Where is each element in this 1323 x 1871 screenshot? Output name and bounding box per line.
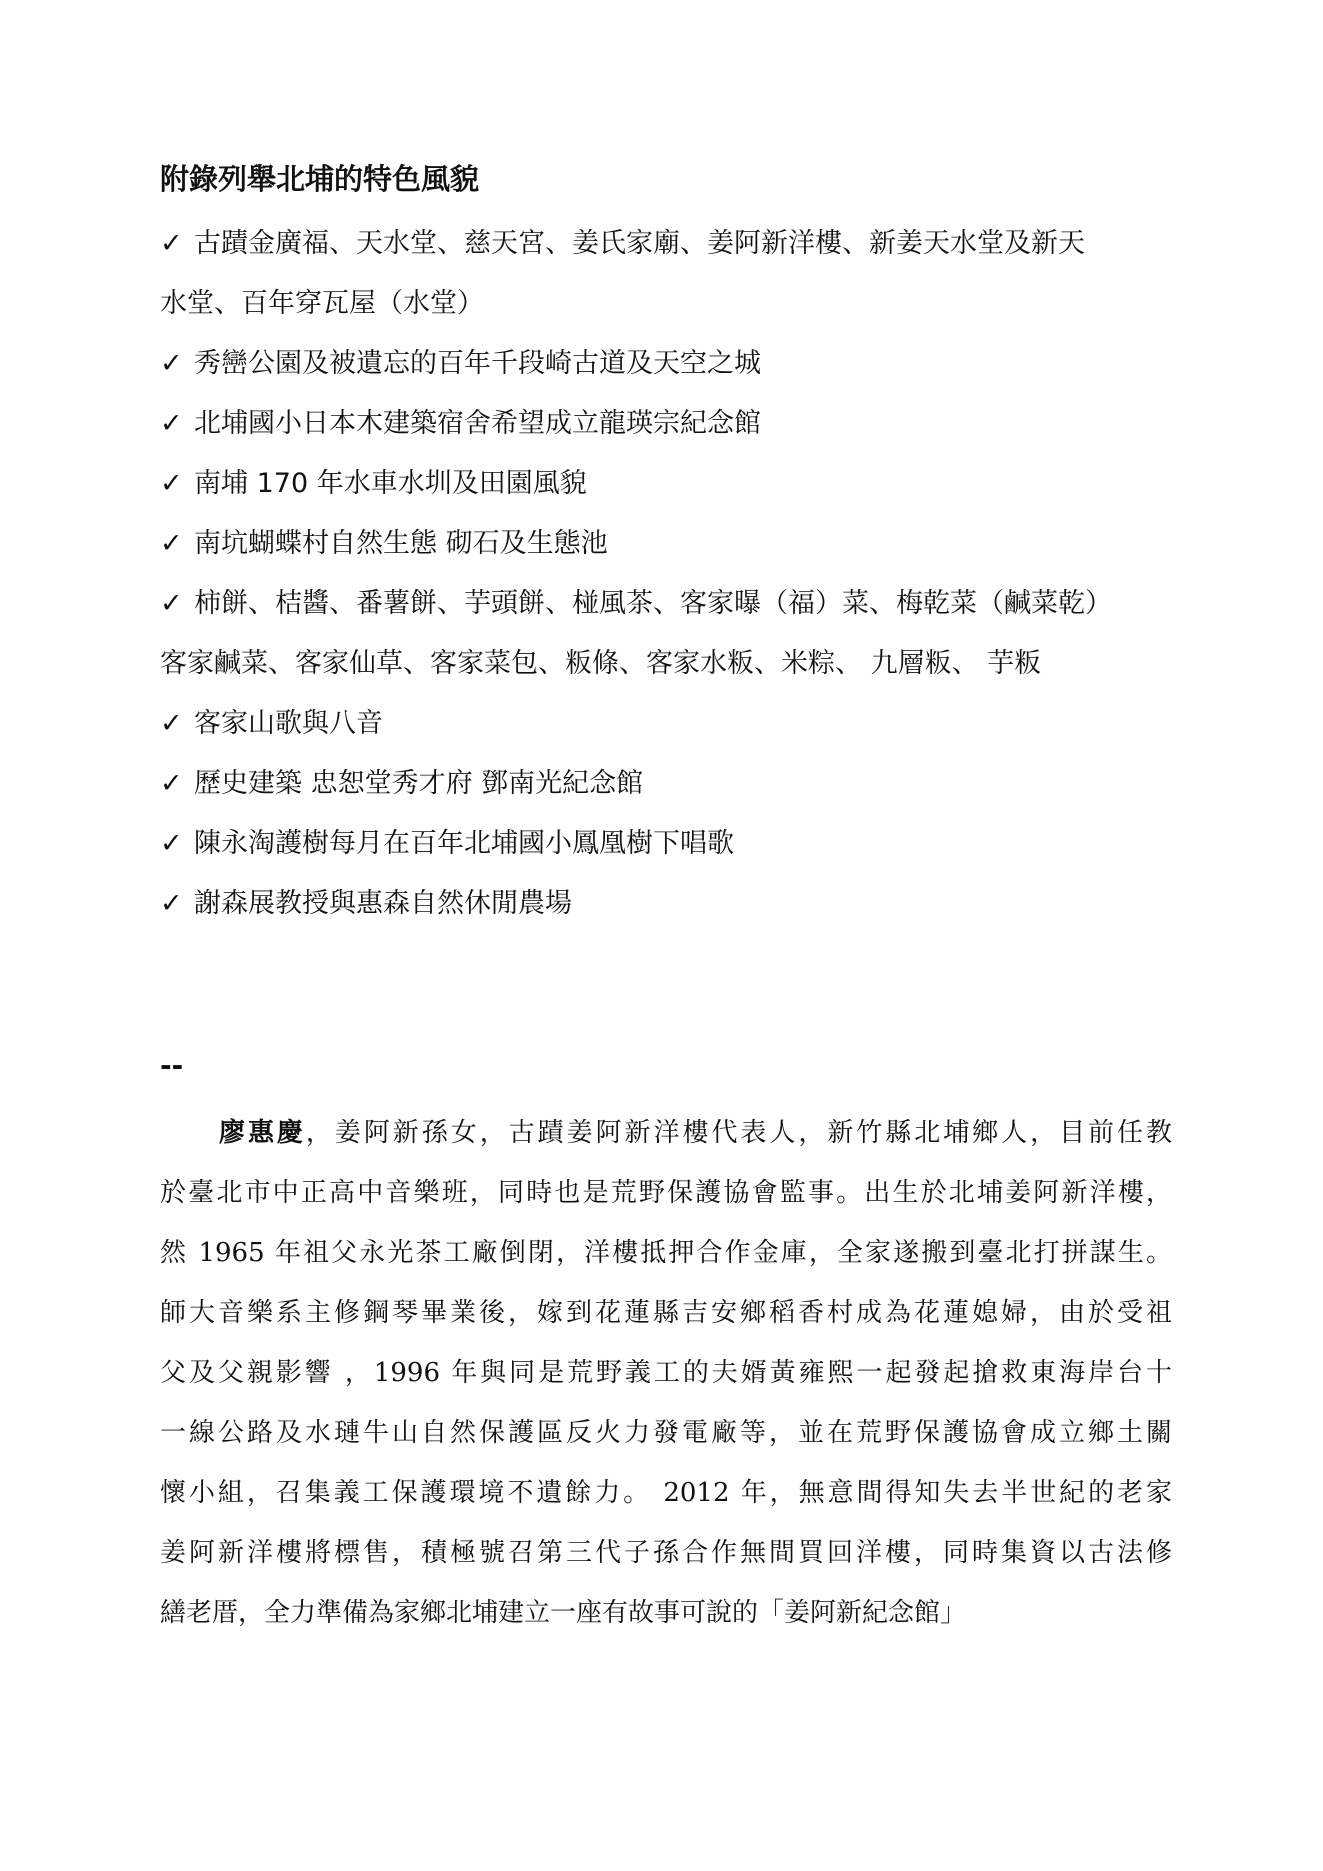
check-mark-icon: ✓ <box>160 468 183 499</box>
list-item-text: 南坑蝴蝶村自然生態 砌石及生態池 <box>194 528 608 559</box>
list-item-continuation <box>160 281 1180 341</box>
bio-line <box>160 1110 1172 1170</box>
section-separator: -- <box>160 1049 184 1082</box>
list-item-text: 秀巒公園及被遺忘的百年千段崎古道及天空之城 <box>194 348 761 379</box>
list-item-text: 北埔國小日本木建築宿舍希望成立龍瑛宗紀念館 <box>194 408 761 439</box>
author-name: 廖惠慶 <box>216 1118 306 1148</box>
check-mark-icon: ✓ <box>160 228 183 259</box>
check-mark-icon: ✓ <box>160 528 183 559</box>
list-item-text: 客家山歌與八音 <box>194 708 383 739</box>
bio-line: 姜阿新洋樓將標售，積極號召第三代子孫合作無間買回洋樓，同時集資以古法修 <box>160 1538 1172 1568</box>
check-mark-icon: ✓ <box>160 588 183 619</box>
list-item-text: 客家鹹菜、客家仙草、客家菜包、粄條、客家水粄、米粽、 九層粄、 芋粄 <box>160 648 1042 679</box>
list-item-text: 水堂、百年穿瓦屋（水堂） <box>160 288 484 319</box>
appendix-heading: 附錄列舉北埔的特色風貌 <box>160 162 480 196</box>
bio-line: 一線公路及水璉牛山自然保護區反火力發電廠等，並在荒野保護協會成立鄉土關 <box>160 1418 1172 1448</box>
bio-line: 懷小組，召集義工保護環境不遺餘力。 2012 年，無意間得知失去半世紀的老家 <box>160 1478 1172 1508</box>
bio-line: 於臺北市中正高中音樂班，同時也是荒野保護協會監事。出生於北埔姜阿新洋樓， <box>160 1178 1172 1208</box>
author-bio <box>160 1110 1172 1650</box>
check-mark-icon: ✓ <box>160 348 183 379</box>
list-item-text: 南埔 170 年水車水圳及田園風貌 <box>194 468 587 499</box>
list-item <box>160 221 1180 281</box>
list-item <box>160 701 1180 761</box>
list-item-text: 歷史建築 忠恕堂秀才府 鄧南光紀念館 <box>194 768 644 799</box>
list-item-text: 謝森展教授與惠森自然休閒農場 <box>194 888 572 919</box>
list-item <box>160 521 1180 581</box>
check-mark-icon: ✓ <box>160 768 183 799</box>
list-item <box>160 341 1180 401</box>
bio-line: 父及父親影響 ，1996 年與同是荒野義工的夫婿黃雍熙一起發起搶救東海岸台十 <box>160 1358 1172 1388</box>
bio-line: 師大音樂系主修鋼琴畢業後，嫁到花蓮縣吉安鄉稻香村成為花蓮媳婦，由於受祖 <box>160 1298 1172 1328</box>
bio-line: 然 1965 年祖父永光茶工廠倒閉，洋樓抵押合作金庫，全家遂搬到臺北打拼謀生。 <box>160 1238 1172 1268</box>
list-item <box>160 461 1180 521</box>
check-mark-icon: ✓ <box>160 408 183 439</box>
list-item <box>160 401 1180 461</box>
list-item-text: 古蹟金廣福、天水堂、慈天宮、姜氏家廟、姜阿新洋樓、新姜天水堂及新天 <box>194 228 1085 259</box>
bio-line: 繕老厝，全力準備為家鄉北埔建立一座有故事可說的「姜阿新紀念館」 <box>160 1598 967 1628</box>
list-item-text: 陳永淘護樹每月在百年北埔國小鳳凰樹下唱歌 <box>194 828 734 859</box>
feature-list <box>160 221 1180 941</box>
list-item-text: 柿餅、桔醬、番薯餅、芋頭餅、椪風茶、客家曝（福）菜、梅乾菜（鹹菜乾） <box>194 588 1112 619</box>
list-item <box>160 761 1180 821</box>
list-item <box>160 881 1180 941</box>
check-mark-icon: ✓ <box>160 828 183 859</box>
list-item-continuation <box>160 641 1180 701</box>
list-item <box>160 581 1180 641</box>
check-mark-icon: ✓ <box>160 708 183 739</box>
check-mark-icon: ✓ <box>160 888 183 919</box>
bio-text: ，姜阿新孫女，古蹟姜阿新洋樓代表人，新竹縣北埔鄉人，目前任教 <box>305 1118 1172 1148</box>
list-item <box>160 821 1180 881</box>
